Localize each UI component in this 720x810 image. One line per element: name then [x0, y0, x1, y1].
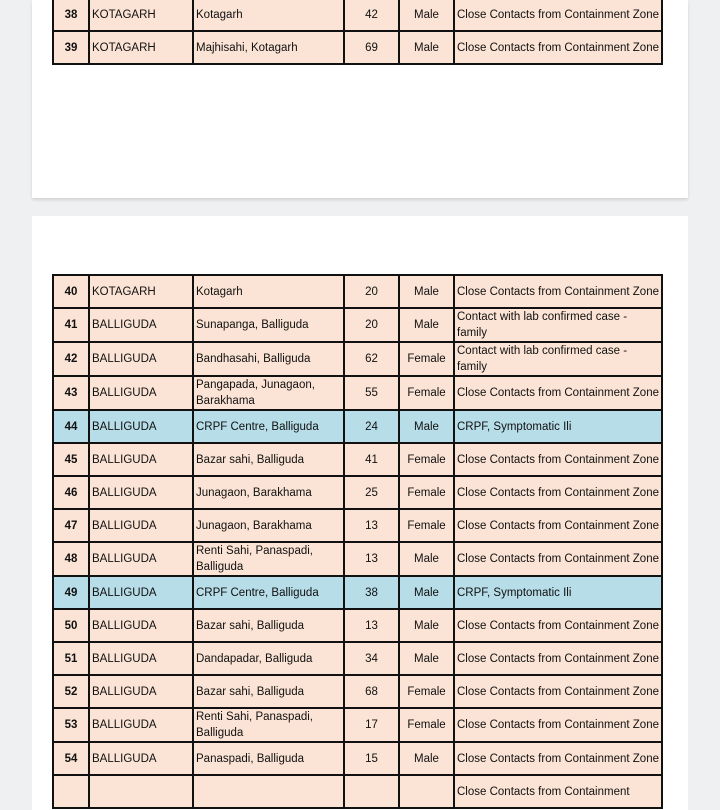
block-cell: KOTAGARH	[89, 0, 193, 31]
age-cell: 15	[344, 742, 399, 775]
reason-cell: Close Contacts from Containment Zone	[454, 542, 662, 576]
sex-cell: Male	[399, 31, 454, 64]
block-cell	[89, 775, 193, 808]
document-page-2	[32, 216, 688, 810]
sex-cell: Female	[399, 376, 454, 410]
address-cell: Junagaon, Barakhama	[193, 476, 344, 509]
age-cell: 13	[344, 542, 399, 576]
age-cell: 13	[344, 509, 399, 542]
block-cell: BALLIGUDA	[89, 708, 193, 742]
serial-number-cell: 39	[53, 31, 89, 64]
sex-cell: Female	[399, 476, 454, 509]
address-cell: Sunapanga, Balliguda	[193, 308, 344, 342]
reason-cell: Close Contacts from Containment Zone	[454, 708, 662, 742]
sex-cell: Male	[399, 0, 454, 31]
block-cell: BALLIGUDA	[89, 675, 193, 708]
block-cell: BALLIGUDA	[89, 542, 193, 576]
reason-cell: Close Contacts from Containment Zone	[454, 275, 662, 308]
sex-cell: Female	[399, 342, 454, 376]
cases-table	[52, 0, 663, 65]
address-cell: Kotagarh	[193, 275, 344, 308]
block-cell: BALLIGUDA	[89, 609, 193, 642]
table-row	[53, 410, 662, 443]
reason-cell: Contact with lab confirmed case - family	[454, 308, 662, 342]
serial-number-cell: 53	[53, 708, 89, 742]
age-cell: 62	[344, 342, 399, 376]
sex-cell: Male	[399, 275, 454, 308]
age-cell: 20	[344, 275, 399, 308]
serial-number-cell: 52	[53, 675, 89, 708]
serial-number-cell: 54	[53, 742, 89, 775]
sex-cell: Female	[399, 675, 454, 708]
table-row	[53, 675, 662, 708]
table-row	[53, 443, 662, 476]
address-cell: CRPF Centre, Balliguda	[193, 576, 344, 609]
reason-cell: Contact with lab confirmed case - family	[454, 342, 662, 376]
reason-cell: Close Contacts from Containment Zone	[454, 0, 662, 31]
age-cell: 20	[344, 308, 399, 342]
serial-number-cell: 44	[53, 410, 89, 443]
serial-number-cell	[53, 775, 89, 808]
table-row	[53, 542, 662, 576]
age-cell: 17	[344, 708, 399, 742]
reason-cell: Close Contacts from Containment Zone	[454, 443, 662, 476]
table-row	[53, 775, 662, 808]
address-cell: Renti Sahi, Panaspadi, Balliguda	[193, 542, 344, 576]
reason-cell: Close Contacts from Containment Zone	[454, 609, 662, 642]
reason-cell: Close Contacts from Containment Zone	[454, 675, 662, 708]
sex-cell: Male	[399, 410, 454, 443]
address-cell: Majhisahi, Kotagarh	[193, 31, 344, 64]
reason-cell: Close Contacts from Containment	[454, 775, 662, 808]
table-row	[53, 708, 662, 742]
serial-number-cell: 46	[53, 476, 89, 509]
sex-cell: Male	[399, 642, 454, 675]
reason-cell: Close Contacts from Containment Zone	[454, 742, 662, 775]
address-cell: Junagaon, Barakhama	[193, 509, 344, 542]
block-cell: BALLIGUDA	[89, 308, 193, 342]
block-cell: KOTAGARH	[89, 275, 193, 308]
reason-cell: Close Contacts from Containment Zone	[454, 31, 662, 64]
serial-number-cell: 38	[53, 0, 89, 31]
age-cell: 38	[344, 576, 399, 609]
sex-cell: Male	[399, 742, 454, 775]
address-cell	[193, 775, 344, 808]
block-cell: BALLIGUDA	[89, 509, 193, 542]
sex-cell: Male	[399, 308, 454, 342]
age-cell: 34	[344, 642, 399, 675]
table-row	[53, 275, 662, 308]
serial-number-cell: 42	[53, 342, 89, 376]
cases-table	[52, 274, 663, 809]
address-cell: Pangapada, Junagaon, Barakhama	[193, 376, 344, 410]
table-row	[53, 0, 662, 31]
block-cell: BALLIGUDA	[89, 376, 193, 410]
age-cell: 42	[344, 0, 399, 31]
serial-number-cell: 45	[53, 443, 89, 476]
age-cell: 24	[344, 410, 399, 443]
address-cell: Kotagarh	[193, 0, 344, 31]
reason-cell: Close Contacts from Containment Zone	[454, 509, 662, 542]
address-cell: Dandapadar, Balliguda	[193, 642, 344, 675]
age-cell: 55	[344, 376, 399, 410]
block-cell: BALLIGUDA	[89, 742, 193, 775]
table-row	[53, 642, 662, 675]
serial-number-cell: 50	[53, 609, 89, 642]
sex-cell: Male	[399, 609, 454, 642]
table-row	[53, 476, 662, 509]
block-cell: BALLIGUDA	[89, 410, 193, 443]
address-cell: Bazar sahi, Balliguda	[193, 443, 344, 476]
block-cell: BALLIGUDA	[89, 476, 193, 509]
table-row	[53, 342, 662, 376]
age-cell: 13	[344, 609, 399, 642]
table-row	[53, 509, 662, 542]
reason-cell: CRPF, Symptomatic Ili	[454, 410, 662, 443]
age-cell: 25	[344, 476, 399, 509]
address-cell: Bandhasahi, Balliguda	[193, 342, 344, 376]
table-row	[53, 609, 662, 642]
serial-number-cell: 43	[53, 376, 89, 410]
address-cell: Bazar sahi, Balliguda	[193, 675, 344, 708]
sex-cell: Male	[399, 576, 454, 609]
cases-table-body	[53, 0, 662, 64]
block-cell: BALLIGUDA	[89, 342, 193, 376]
age-cell	[344, 775, 399, 808]
serial-number-cell: 40	[53, 275, 89, 308]
table-row	[53, 576, 662, 609]
sex-cell: Female	[399, 443, 454, 476]
reason-cell: Close Contacts from Containment Zone	[454, 376, 662, 410]
age-cell: 69	[344, 31, 399, 64]
serial-number-cell: 41	[53, 308, 89, 342]
address-cell: Panaspadi, Balliguda	[193, 742, 344, 775]
table-row	[53, 31, 662, 64]
serial-number-cell: 51	[53, 642, 89, 675]
cases-table-body	[53, 275, 662, 808]
address-cell: CRPF Centre, Balliguda	[193, 410, 344, 443]
table-row	[53, 308, 662, 342]
serial-number-cell: 47	[53, 509, 89, 542]
age-cell: 68	[344, 675, 399, 708]
block-cell: BALLIGUDA	[89, 443, 193, 476]
serial-number-cell: 49	[53, 576, 89, 609]
reason-cell: Close Contacts from Containment Zone	[454, 642, 662, 675]
serial-number-cell: 48	[53, 542, 89, 576]
reason-cell: Close Contacts from Containment Zone	[454, 476, 662, 509]
address-cell: Bazar sahi, Balliguda	[193, 609, 344, 642]
document-page-1	[32, 0, 688, 198]
block-cell: KOTAGARH	[89, 31, 193, 64]
address-cell: Renti Sahi, Panaspadi, Balliguda	[193, 708, 344, 742]
sex-cell: Male	[399, 542, 454, 576]
sex-cell: Female	[399, 708, 454, 742]
reason-cell: CRPF, Symptomatic Ili	[454, 576, 662, 609]
age-cell: 41	[344, 443, 399, 476]
table-row	[53, 376, 662, 410]
sex-cell: Female	[399, 509, 454, 542]
block-cell: BALLIGUDA	[89, 576, 193, 609]
table-row	[53, 742, 662, 775]
block-cell: BALLIGUDA	[89, 642, 193, 675]
sex-cell	[399, 775, 454, 808]
